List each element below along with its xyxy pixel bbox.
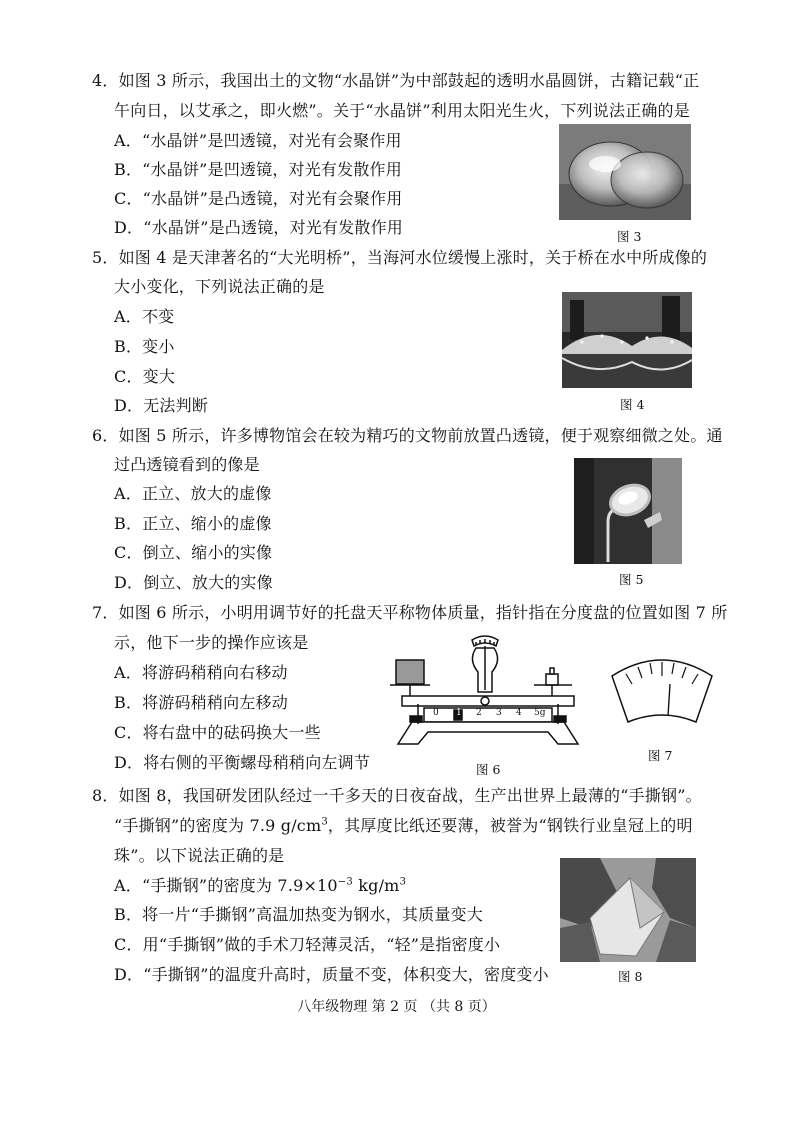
balance-scale-label-1: 1 — [456, 708, 462, 718]
q5-option-d: D．无法判断 — [114, 396, 209, 415]
q7-option-b: B．将游码稍稍向左移动 — [114, 693, 288, 712]
q8-option-a-unit: kg/m — [352, 876, 400, 895]
q4-stem-line1: 4．如图 3 所示，我国出土的文物“水晶饼”为中部鼓起的透明水晶圆饼，古籍记载“正 — [92, 71, 700, 90]
q8-stem-line2-sup: 3 — [321, 816, 328, 828]
figure-8-caption: 图 8 — [618, 969, 643, 984]
q8-stem-line1: 8．如图 8，我国研发团队经过一千多天的日夜奋战，生产出世界上最薄的“手撕钢”。 — [92, 786, 702, 805]
q8-option-a-sup1: −3 — [337, 876, 353, 888]
q5-option-b: B．变小 — [114, 337, 175, 356]
balance-scale-label-2: 2 — [476, 708, 482, 718]
balance-scale-label-0: 0 — [433, 708, 439, 718]
figure-3-caption: 图 3 — [617, 229, 642, 244]
q8-stem-line2-text-post: ，其厚度比纸还要薄，被誉为“钢铁行业皇冠上的明 — [327, 816, 693, 835]
q6-stem-line2: 过凸透镜看到的像是 — [114, 455, 260, 474]
q8-option-a-text: A．“手撕钢”的密度为 7.9×10 — [114, 876, 338, 895]
q4-option-a: A．“水晶饼”是凹透镜，对光有会聚作用 — [114, 131, 402, 150]
q6-option-c: C．倒立、缩小的实像 — [114, 543, 273, 562]
q7-stem-line2: 示，他下一步的操作应该是 — [114, 633, 309, 652]
q8-stem-line2 — [114, 815, 693, 837]
q7-stem-line1: 7．如图 6 所示，小明用调节好的托盘天平称物体质量，指针指在分度盘的位置如图 7 所 — [92, 603, 728, 622]
q6-option-b: B．正立、缩小的虚像 — [114, 514, 272, 533]
q5-stem-line1: 5．如图 4 是天津著名的“大光明桥”，当海河水位缓慢上涨时，关于桥在水中所成像的 — [92, 248, 708, 267]
q8-stem-line3: 珠”。以下说法正确的是 — [114, 846, 285, 865]
q4-option-d: D．“水晶饼”是凸透镜，对光有发散作用 — [114, 218, 403, 237]
q5-option-a: A．不变 — [114, 307, 175, 326]
q8-stem-line2-text: “手撕钢”的密度为 7.9 g/cm — [114, 816, 322, 835]
balance-scale-label-3: 3 — [496, 708, 502, 718]
q8-option-d: D．“手撕钢”的温度升高时，质量不变，体积变大，密度变小 — [114, 965, 549, 984]
figure-5-caption: 图 5 — [619, 572, 644, 587]
q6-option-a: A．正立、放大的虚像 — [114, 484, 272, 503]
figure-4-caption: 图 4 — [620, 397, 645, 412]
figure-6-balance-diagram — [388, 632, 588, 754]
q8-option-a — [114, 875, 406, 897]
balance-scale-label-4: 4 — [516, 708, 522, 718]
figure-8-steel-foil-photo — [560, 858, 696, 962]
figure-3-crystal-lens-image — [559, 124, 691, 220]
figure-7-dial-diagram — [608, 650, 716, 738]
q4-option-b: B．“水晶饼”是凹透镜，对光有发散作用 — [114, 160, 402, 179]
figure-7-caption: 图 7 — [648, 748, 673, 763]
q8-option-b: B．将一片“手撕钢”高温加热变为钢水，其质量变大 — [114, 905, 483, 924]
page-footer: 八年级物理 第 2 页 （共 8 页） — [297, 999, 496, 1015]
figure-5-magnifier-photo — [574, 458, 682, 564]
q6-option-d: D．倒立、放大的实像 — [114, 573, 273, 592]
q7-option-a: A．将游码稍稍向右移动 — [114, 663, 288, 682]
q5-option-c: C．变大 — [114, 367, 176, 386]
balance-scale-label-5: 5g — [534, 708, 546, 718]
q8-option-c: C．用“手撕钢”做的手术刀轻薄灵活，“轻”是指密度小 — [114, 935, 501, 954]
q4-stem-line2: 午向日，以艾承之，即火燃”。关于“水晶饼”利用太阳光生火，下列说法正确的是 — [114, 101, 690, 120]
q4-option-c: C．“水晶饼”是凸透镜，对光有会聚作用 — [114, 189, 403, 208]
figure-4-bridge-photo — [562, 292, 692, 388]
q7-option-c: C．将右盘中的砝码换大一些 — [114, 723, 321, 742]
q5-stem-line2: 大小变化，下列说法正确的是 — [114, 277, 325, 296]
q8-option-a-sup2: 3 — [399, 876, 407, 888]
q7-option-d: D．将右侧的平衡螺母稍稍向左调节 — [114, 753, 371, 772]
q6-stem-line1: 6．如图 5 所示，许多博物馆会在较为精巧的文物前放置凸透镜，便于观察细微之处。通 — [92, 426, 723, 445]
figure-6-caption: 图 6 — [476, 762, 501, 777]
